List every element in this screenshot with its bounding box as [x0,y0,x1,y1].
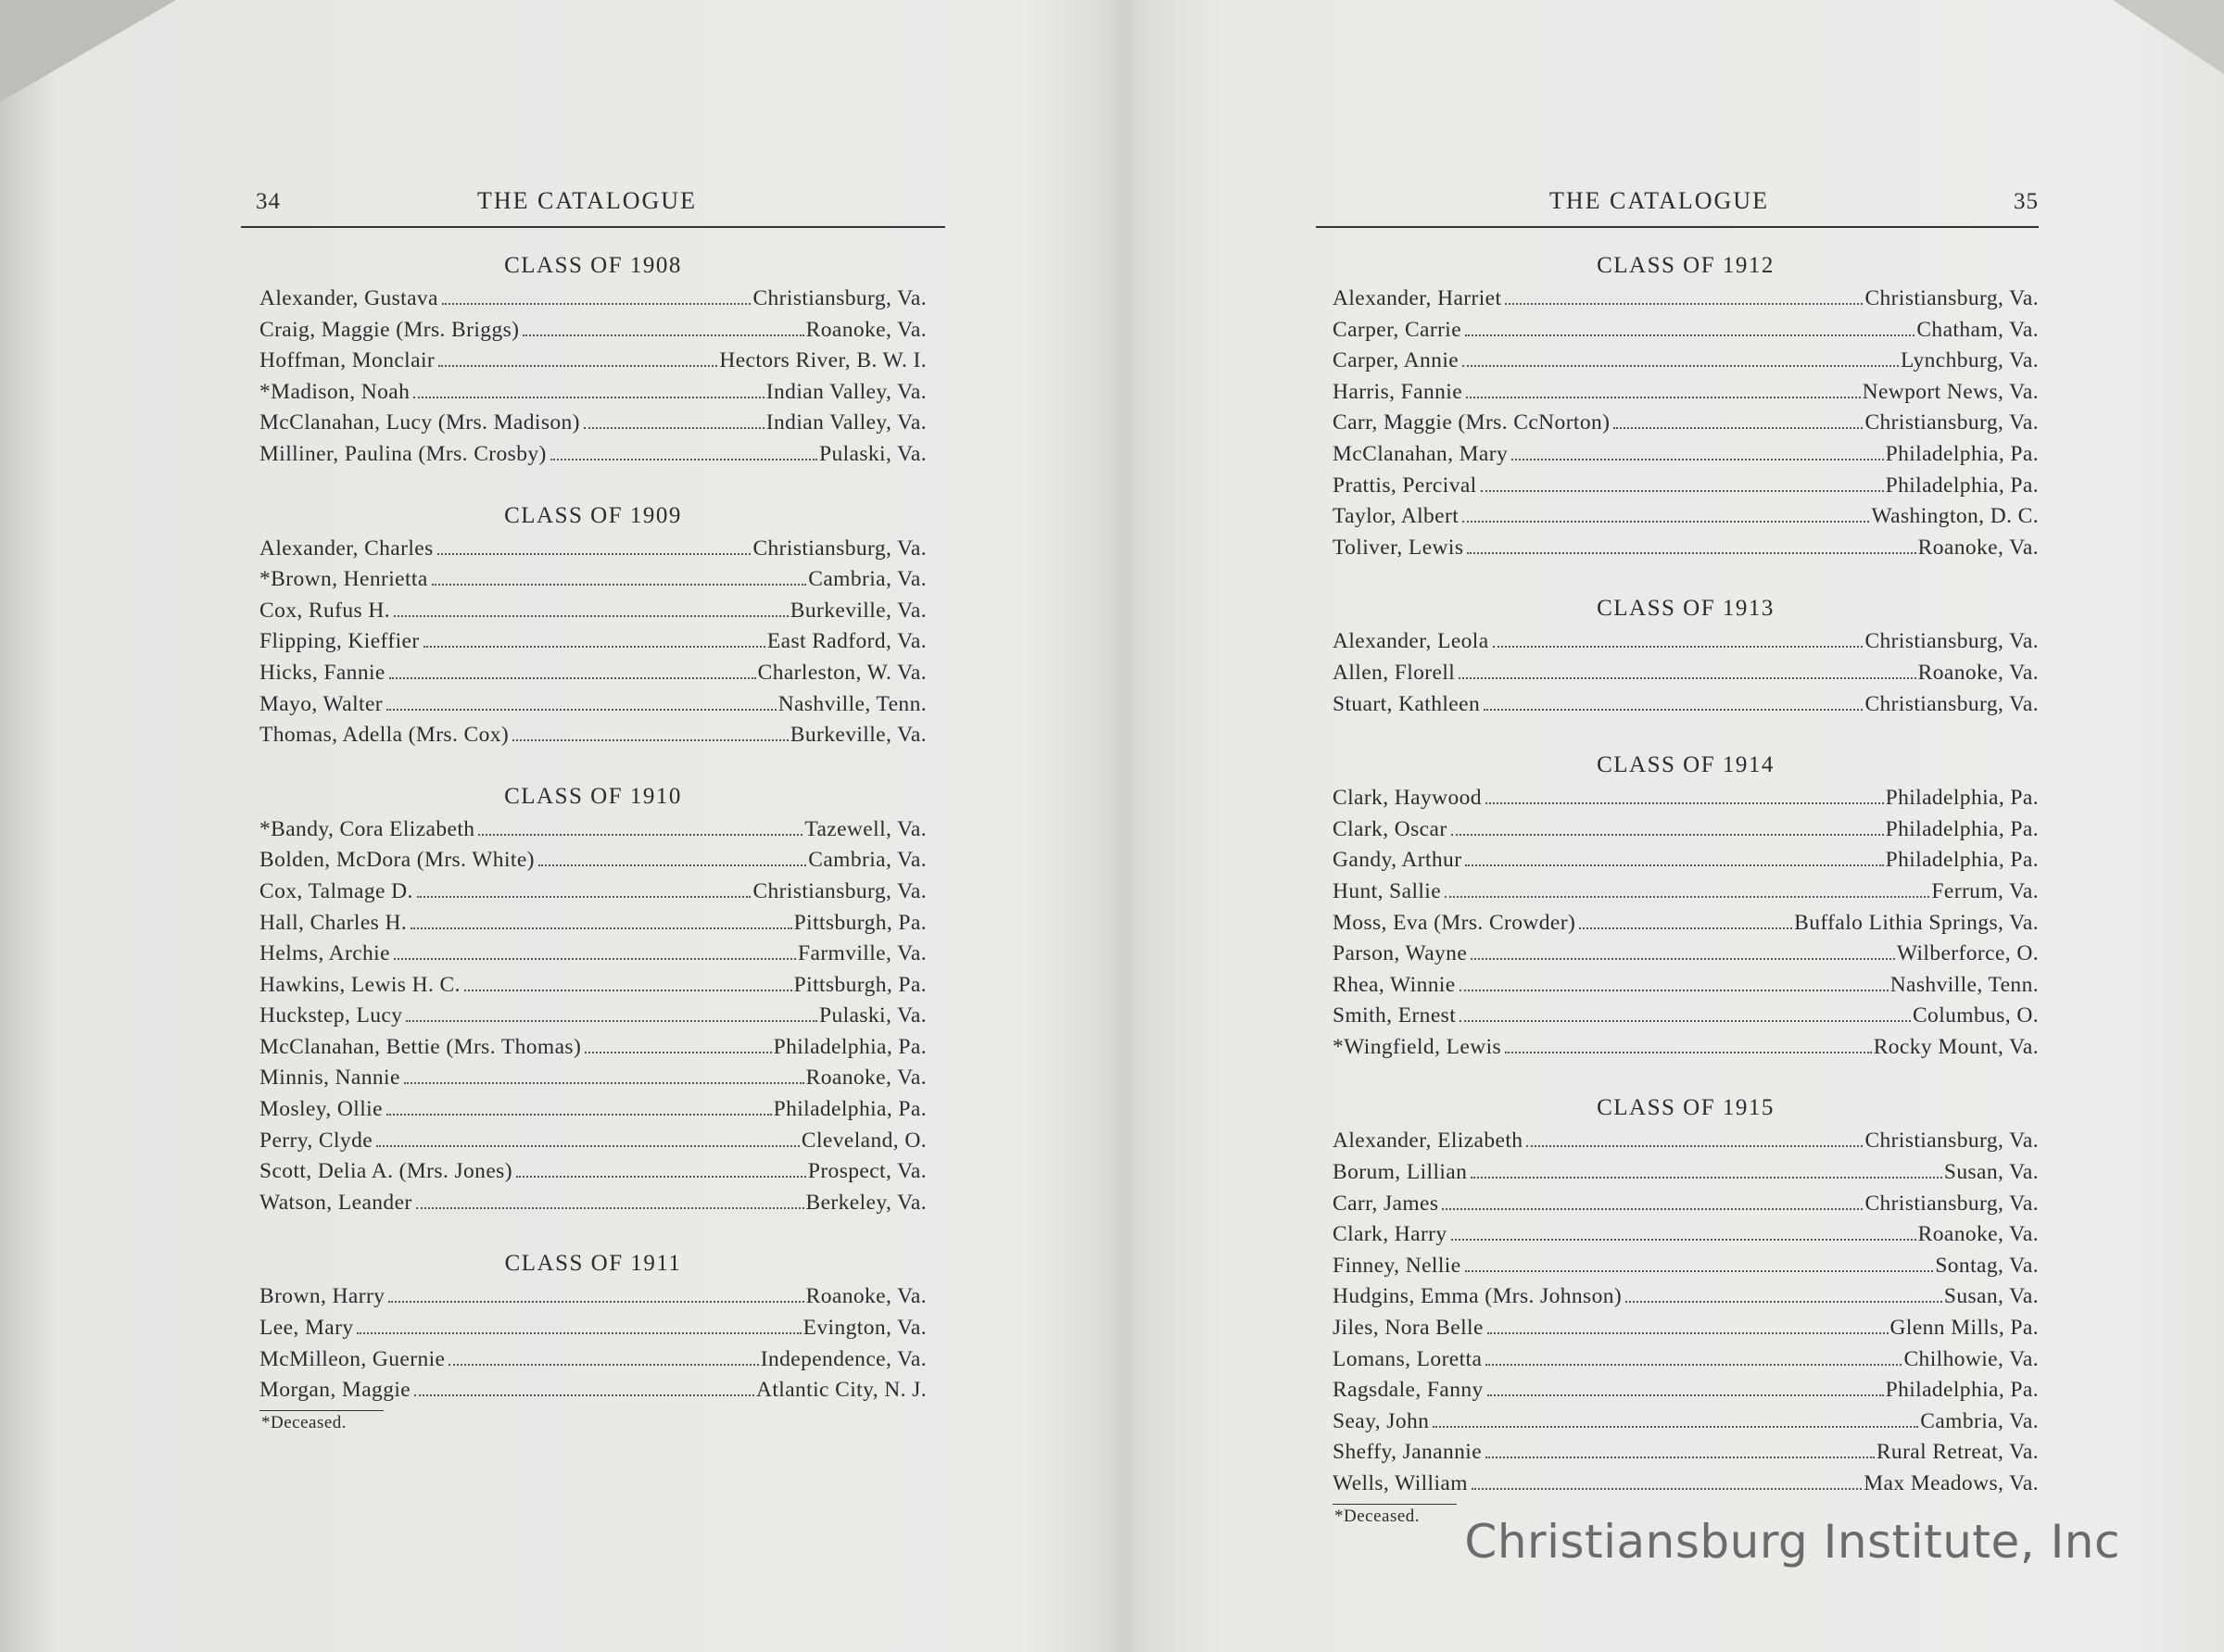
dot-leader [411,927,792,929]
class-heading: CLASS OF 1911 [504,1251,682,1277]
alumnus-name: Alexander, Leola [1333,629,1489,654]
alumnus-location: Columbus, O. [1912,1003,2039,1028]
alumnus-location: Farmville, Va. [798,941,927,966]
list-item [1333,1001,2039,1032]
alumnus-location: Rural Retreat, Va. [1876,1440,2039,1465]
running-title: THE CATALOGUE [1549,187,1769,214]
alumnus-location: Christiansburg, Va. [752,286,927,310]
alumnus-name: Lomans, Loretta [1333,1346,1483,1371]
alumnus-name: Thomas, Adella (Mrs. Cox) [259,723,510,748]
alumnus-name: Parson, Wayne [1333,941,1468,966]
alumnus-location: Philadelphia, Pa. [1885,786,2039,811]
alumnus-location: Pittsburgh, Pa. [793,910,927,935]
list-item [259,439,927,471]
running-head [241,185,945,228]
alumnus-name: Hawkins, Lewis H. C. [259,972,461,997]
list-item [1333,1344,2039,1376]
alumnus-location: Charleston, W. Va. [757,660,927,685]
list-item [259,1313,927,1344]
alumnus-location: Christiansburg, Va. [1864,286,2039,310]
class-section [259,779,927,1219]
dot-leader [437,553,752,555]
class-section [1333,748,2039,1063]
list-item [259,908,927,939]
alumnus-location: Lynchburg, Va. [1901,348,2039,373]
dot-leader [404,1082,804,1084]
list-item [1333,439,2039,471]
class-section [259,248,927,471]
alumnus-name: Huckstep, Lucy [259,1003,403,1028]
dot-leader [1471,1177,1942,1179]
list-item [1333,814,2039,846]
list-item [259,876,927,908]
list-item [1333,783,2039,814]
alumnus-location: Philadelphia, Pa. [1885,848,2039,873]
dot-leader [1445,896,1929,898]
alumnus-location: Cleveland, O. [801,1128,927,1153]
alumnus-name: Carper, Annie [1333,348,1460,373]
footnote-block [259,1408,927,1433]
dot-leader [414,1394,754,1396]
alumnus-location: Pittsburgh, Pa. [793,972,927,997]
dot-leader [1487,1394,1884,1396]
alumnus-name: Cox, Rufus H. [259,598,390,623]
class-section [259,1246,927,1406]
alumnus-name: Gandy, Arthur [1333,848,1462,873]
alumnus-name: Clark, Harry [1333,1222,1447,1247]
dot-leader [1485,1364,1902,1366]
class-section [1333,1091,2039,1499]
alumnus-location: Christiansburg, Va. [1864,629,2039,654]
list-item [259,596,927,627]
alumnus-location: Philadelphia, Pa. [773,1034,927,1059]
list-item [1333,377,2039,409]
alumnus-location: Christiansburg, Va. [1864,410,2039,435]
dot-leader [386,709,777,711]
running-title: THE CATALOGUE [477,187,697,214]
list-item [1333,346,2039,377]
alumnus-location: Christiansburg, Va. [752,536,927,561]
dot-leader [413,397,764,398]
dot-leader [417,896,752,898]
dot-leader [1505,1052,1872,1053]
alumnus-name: Hudgins, Emma (Mrs. Johnson) [1333,1284,1623,1309]
alumnus-location: Hectors River, B. W. I. [719,348,927,373]
dot-leader [1484,709,1863,711]
dot-leader [357,1332,801,1334]
alumnus-location: Burkeville, Va. [790,598,927,623]
list-item [1333,1251,2039,1282]
page-corner-shadow [0,0,176,102]
dot-leader [1466,397,1861,398]
dot-leader [1505,303,1863,305]
alumnus-name: Watson, Leander [259,1190,412,1215]
list-item [1333,939,2039,970]
alumnus-name: *Bandy, Cora Elizabeth [259,816,475,841]
alumnus-location: Cambria, Va. [808,848,927,873]
dot-leader [1465,864,1883,866]
page-corner-shadow [2113,0,2224,74]
alumnus-name: Hoffman, Monclair [259,348,436,373]
dot-leader [1526,1145,1863,1147]
list-item [1333,876,2039,908]
alumnus-location: Philadelphia, Pa. [1885,1378,2039,1403]
dot-leader [423,646,765,648]
list-item [1333,1313,2039,1344]
list-item [1333,845,2039,876]
dot-leader [1471,958,1895,960]
list-item [1333,1032,2039,1064]
list-item [1333,1375,2039,1406]
dot-leader [1451,1239,1916,1241]
alumnus-name: Carr, James [1333,1191,1439,1216]
alumnus-name: Scott, Delia A. (Mrs. Jones) [259,1159,512,1184]
list-item [259,970,927,1002]
alumnus-location: Glenn Mills, Pa. [1889,1316,2039,1341]
alumnus-name: *Brown, Henrietta [259,567,428,592]
alumnus-location: Philadelphia, Pa. [773,1097,927,1122]
alumnus-location: Washington, D. C. [1871,504,2039,529]
list-item [1333,315,2039,347]
list-item [1333,658,2039,689]
alumnus-name: Seay, John [1333,1408,1430,1433]
alumnus-location: Indian Valley, Va. [765,379,927,404]
dot-leader [376,1145,800,1147]
alumnus-name: Morgan, Maggie [259,1378,411,1403]
alumnus-name: Cox, Talmage D. [259,878,413,903]
dot-leader [1579,927,1792,929]
list-item [1333,908,2039,939]
alumnus-name: Hunt, Sallie [1333,878,1442,903]
dot-leader [1460,990,1889,991]
alumnus-name: *Wingfield, Lewis [1333,1034,1502,1059]
list-item [259,626,927,658]
alumnus-location: Wilberforce, O. [1896,941,2039,966]
alumnus-name: Clark, Haywood [1333,786,1482,811]
alumnus-name: Brown, Harry [259,1284,385,1309]
list-item [1333,626,2039,658]
alumnus-location: Susan, Va. [1943,1284,2039,1309]
list-item [259,315,927,347]
list-item [259,284,927,315]
alumnus-location: Max Meadows, Va. [1864,1471,2039,1495]
dot-leader [388,1301,803,1303]
alumnus-location: Pulaski, Va. [818,1003,927,1028]
alumnus-location: Nashville, Tenn. [1889,972,2039,997]
dot-leader [1613,427,1863,429]
running-head [1316,185,2039,228]
list-item [1333,970,2039,1002]
dot-leader [1625,1301,1942,1303]
list-item [259,1063,927,1094]
alumnus-location: Evington, Va. [802,1316,927,1341]
footnote: *Deceased. [259,1410,384,1433]
alumnus-name: Hicks, Fannie [259,660,385,685]
class-heading: CLASS OF 1910 [504,783,682,809]
alumnus-location: Cambria, Va. [808,567,927,592]
dot-leader [1472,1488,1862,1490]
dot-leader [1481,490,1884,492]
alumnus-name: Wells, William [1333,1471,1468,1495]
alumnus-name: Bolden, McDora (Mrs. White) [259,848,535,873]
alumnus-name: Harris, Fannie [1333,379,1463,404]
watermark: Christiansburg Institute, Inc [1464,1515,2120,1569]
dot-leader [386,1114,772,1116]
list-item [259,1094,927,1126]
alumni-list [241,248,945,1433]
list-item [1333,1281,2039,1313]
alumnus-location: Philadelphia, Pa. [1885,441,2039,466]
dot-leader [449,1364,758,1366]
alumnus-name: Stuart, Kathleen [1333,691,1481,716]
dot-leader [1511,459,1883,460]
list-item [259,658,927,689]
alumnus-location: Indian Valley, Va. [765,410,927,435]
dot-leader [389,677,756,679]
alumnus-name: McClanahan, Bettie (Mrs. Thomas) [259,1034,582,1059]
alumnus-name: Jiles, Nora Belle [1333,1316,1484,1341]
list-item [259,1188,927,1219]
alumnus-location: Tazewell, Va. [804,816,927,841]
dot-leader [1467,552,1915,554]
dot-leader [1485,1457,1875,1458]
alumnus-location: Ferrum, Va. [1931,878,2039,903]
alumnus-name: Sheffy, Janannie [1333,1440,1483,1465]
alumnus-location: Roanoke, Va. [1917,535,2039,560]
alumnus-location: Christiansburg, Va. [752,878,927,903]
dot-leader [584,427,764,429]
alumnus-name: Craig, Maggie (Mrs. Briggs) [259,317,520,342]
alumnus-name: Mayo, Walter [259,691,383,716]
page-number: 35 [2014,189,2039,214]
alumnus-location: Berkeley, Va. [805,1190,927,1215]
list-item [1333,689,2039,721]
left-page [241,0,945,1652]
dot-leader [1485,802,1884,804]
dot-leader [1462,365,1899,367]
class-heading: CLASS OF 1913 [1597,596,1775,622]
alumnus-location: Pulaski, Va. [818,441,927,466]
list-item [259,346,927,377]
list-item [1333,471,2039,502]
alumnus-location: Christiansburg, Va. [1864,1191,2039,1216]
alumnus-location: Philadelphia, Pa. [1885,816,2039,841]
alumnus-location: Atlantic City, N. J. [755,1378,927,1403]
alumnus-location: Christiansburg, Va. [1864,1129,2039,1154]
alumnus-location: Nashville, Tenn. [777,691,927,716]
list-item [259,1126,927,1157]
alumni-list [1316,248,2039,1527]
list-item [259,1032,927,1064]
alumnus-location: Rocky Mount, Va. [1873,1034,2039,1059]
dot-leader [1462,521,1869,523]
dot-leader [464,990,792,991]
alumnus-location: Susan, Va. [1943,1160,2039,1185]
alumnus-name: Milliner, Paulina (Mrs. Crosby) [259,441,547,466]
alumnus-location: Buffalo Lithia Springs, Va. [1794,910,2039,935]
alumnus-location: Chatham, Va. [1916,317,2039,342]
alumnus-location: Independence, Va. [760,1346,927,1371]
list-item [1333,1406,2039,1438]
list-item [259,939,927,970]
class-heading: CLASS OF 1912 [1597,253,1775,278]
dot-leader [1487,1332,1889,1334]
alumnus-name: Helms, Archie [259,941,390,966]
alumnus-name: Ragsdale, Fanny [1333,1378,1484,1403]
class-section [1333,591,2039,720]
alumnus-name: Carr, Maggie (Mrs. CcNorton) [1333,410,1611,435]
alumnus-location: Roanoke, Va. [805,317,927,342]
alumnus-name: Alexander, Gustava [259,286,438,310]
alumnus-name: *Madison, Noah [259,379,411,404]
alumnus-location: Prospect, Va. [807,1159,927,1184]
dot-leader [1460,1020,1911,1022]
list-item [259,845,927,876]
class-section [259,498,927,751]
dot-leader [1493,646,1864,648]
alumnus-location: Christiansburg, Va. [1864,691,2039,716]
class-section [1333,248,2039,563]
alumnus-name: Allen, Florell [1333,660,1456,685]
alumnus-name: Finney, Nellie [1333,1253,1461,1278]
list-item [259,1156,927,1188]
class-heading: CLASS OF 1908 [504,253,682,278]
list-item [1333,1157,2039,1189]
dot-leader [538,864,806,866]
dot-leader [394,958,796,960]
list-item [259,1281,927,1313]
alumnus-location: Roanoke, Va. [1917,660,2039,685]
dot-leader [1451,834,1884,836]
dot-leader [550,459,817,460]
alumnus-name: McClanahan, Mary [1333,441,1509,466]
dot-leader [585,1052,771,1053]
alumnus-name: Borum, Lillian [1333,1160,1468,1185]
alumnus-name: Moss, Eva (Mrs. Crowder) [1333,910,1576,935]
alumnus-name: Clark, Oscar [1333,816,1447,841]
list-item [259,1375,927,1406]
list-item [259,564,927,596]
alumnus-name: Alexander, Harriet [1333,286,1502,310]
class-heading: CLASS OF 1914 [1597,752,1775,778]
list-item [1333,1469,2039,1500]
list-item [1333,1189,2039,1220]
page-number: 34 [256,189,281,214]
alumnus-name: McMilleon, Guernie [259,1346,446,1371]
alumnus-name: Toliver, Lewis [1333,535,1464,560]
dot-leader [1465,1270,1934,1272]
alumnus-location: Roanoke, Va. [1917,1222,2039,1247]
list-item [259,1344,927,1376]
list-item [1333,1126,2039,1157]
alumnus-location: Roanoke, Va. [805,1066,927,1091]
list-item [1333,533,2039,564]
alumnus-location: Roanoke, Va. [805,1284,927,1309]
alumnus-name: Smith, Ernest [1333,1003,1457,1028]
alumnus-name: Prattis, Percival [1333,473,1477,498]
alumnus-name: Alexander, Elizabeth [1333,1129,1523,1154]
list-item [259,534,927,565]
dot-leader [406,1020,817,1022]
footnote: *Deceased. [1333,1504,1457,1527]
dot-leader [512,739,789,741]
alumnus-location: Newport News, Va. [1862,379,2039,404]
dot-leader [442,303,752,305]
alumnus-location: Philadelphia, Pa. [1885,473,2039,498]
list-item [259,720,927,751]
alumnus-name: Mosley, Ollie [259,1097,383,1122]
list-item [1333,1437,2039,1469]
list-item [259,689,927,721]
dot-leader [1465,334,1914,336]
alumnus-name: Taylor, Albert [1333,504,1460,529]
dot-leader [478,834,802,836]
dot-leader [516,1176,806,1178]
alumnus-name: Alexander, Charles [259,536,434,561]
list-item [1333,1219,2039,1251]
class-heading: CLASS OF 1909 [504,502,682,528]
class-heading: CLASS OF 1915 [1597,1095,1775,1121]
alumnus-name: Perry, Clyde [259,1128,373,1153]
alumnus-name: Flipping, Kieffier [259,629,420,654]
alumnus-location: Burkeville, Va. [790,723,927,748]
alumnus-location: Cambria, Va. [1920,1408,2039,1433]
dot-leader [1442,1208,1863,1210]
alumnus-location: East Radford, Va. [766,629,927,654]
list-item [259,1001,927,1032]
list-item [259,814,927,846]
alumnus-name: McClanahan, Lucy (Mrs. Madison) [259,410,580,435]
right-page [1316,0,2039,1652]
list-item [1333,501,2039,533]
dot-leader [438,365,717,367]
dot-leader [416,1207,804,1209]
alumnus-name: Rhea, Winnie [1333,972,1456,997]
dot-leader [1433,1426,1918,1428]
dot-leader [523,334,803,336]
alumnus-name: Carper, Carrie [1333,317,1462,342]
alumnus-name: Minnis, Nannie [259,1066,400,1091]
dot-leader [394,615,789,617]
alumnus-location: Sontag, Va. [1935,1253,2039,1278]
alumnus-name: Hall, Charles H. [259,910,408,935]
list-item [259,408,927,439]
dot-leader [432,584,807,586]
list-item [259,377,927,409]
alumnus-location: Chilhowie, Va. [1903,1346,2039,1371]
list-item [1333,408,2039,439]
alumnus-name: Lee, Mary [259,1316,354,1341]
list-item [1333,284,2039,315]
dot-leader [1459,677,1915,679]
